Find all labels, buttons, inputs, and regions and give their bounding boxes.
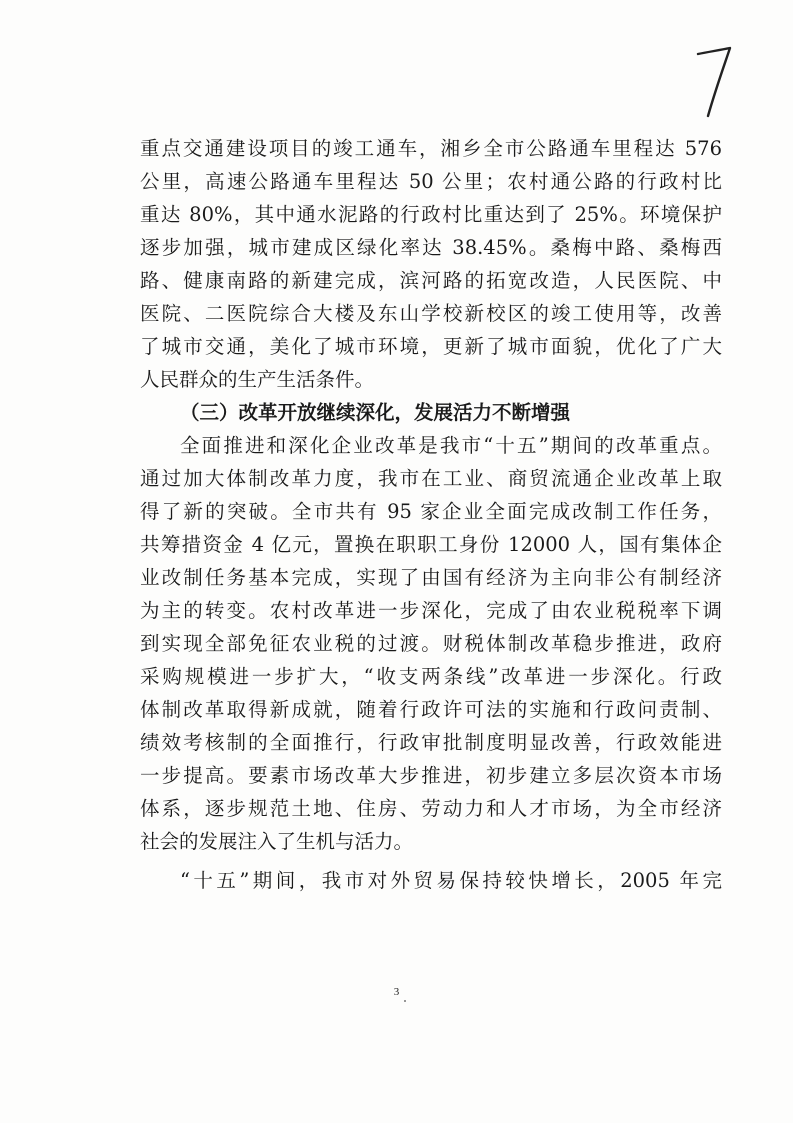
text-line: 人民群众的生产生活条件。 xyxy=(140,368,375,391)
text-line: 重点交通建设项目的竣工通车，湘乡全市公路通车里程达 576 xyxy=(140,137,722,160)
text-line: 一步提高。要素市场改革大步推进，初步建立多层次资本市场 xyxy=(140,764,722,787)
text-line: 体制改革取得新成就，随着行政许可法的实施和行政问责制、 xyxy=(140,698,722,721)
paragraph-transport-environment xyxy=(140,132,722,396)
handwritten-page-mark xyxy=(694,40,734,120)
scan-speck xyxy=(404,1000,406,1002)
text-line: 得了新的突破。全市共有 95 家企业全面完成改制工作任务， xyxy=(140,500,722,523)
text-line: 逐步加强，城市建成区绿化率达 38.45%。桑梅中路、桑梅西 xyxy=(140,236,722,259)
text-line: 公里，高速公路通车里程达 50 公里；农村通公路的行政村比 xyxy=(140,170,722,193)
text-line: 路、健康南路的新建完成，滨河路的拓宽改造，人民医院、中 xyxy=(140,269,722,292)
paragraph-reform xyxy=(140,429,722,858)
text-line: 医院、二医院综合大楼及东山学校新校区的竣工使用等，改善 xyxy=(140,302,722,325)
page-number: 3 xyxy=(393,986,400,998)
text-line: 体系，逐步规范土地、住房、劳动力和人才市场，为全市经济 xyxy=(140,797,722,820)
text-line: “十五”期间，我市对外贸易保持较快增长，2005 年完 xyxy=(180,869,722,892)
text-line: 社会的发展注入了生机与活力。 xyxy=(140,830,414,853)
text-line: 业改制任务基本完成，实现了由国有经济为主向非公有制经济 xyxy=(140,566,722,589)
text-line: 采购规模进一步扩大，“收支两条线”改革进一步深化。行政 xyxy=(140,665,722,688)
text-line: 绩效考核制的全面推行，行政审批制度明显改善，行政效能进 xyxy=(140,731,722,754)
text-line: 了城市交通，美化了城市环境，更新了城市面貌，优化了广大 xyxy=(140,335,722,358)
section-heading: （三）改革开放继续深化，发展活力不断增强 xyxy=(180,401,571,424)
paragraph-foreign-trade xyxy=(140,864,722,897)
text-line: 重达 80%，其中通水泥路的行政村比重达到了 25%。环境保护 xyxy=(140,203,722,226)
document-body xyxy=(140,132,722,897)
text-line: 通过加大体制改革力度，我市在工业、商贸流通企业改革上取 xyxy=(140,467,722,490)
text-line: 到实现全部免征农业税的过渡。财税体制改革稳步推进，政府 xyxy=(140,632,722,655)
text-line: 全面推进和深化企业改革是我市“十五”期间的改革重点。 xyxy=(180,434,722,457)
text-line: 为主的转变。农村改革进一步深化，完成了由农业税税率下调 xyxy=(140,599,722,622)
text-line: 共筹措资金 4 亿元，置换在职职工身份 12000 人，国有集体企 xyxy=(140,533,722,556)
